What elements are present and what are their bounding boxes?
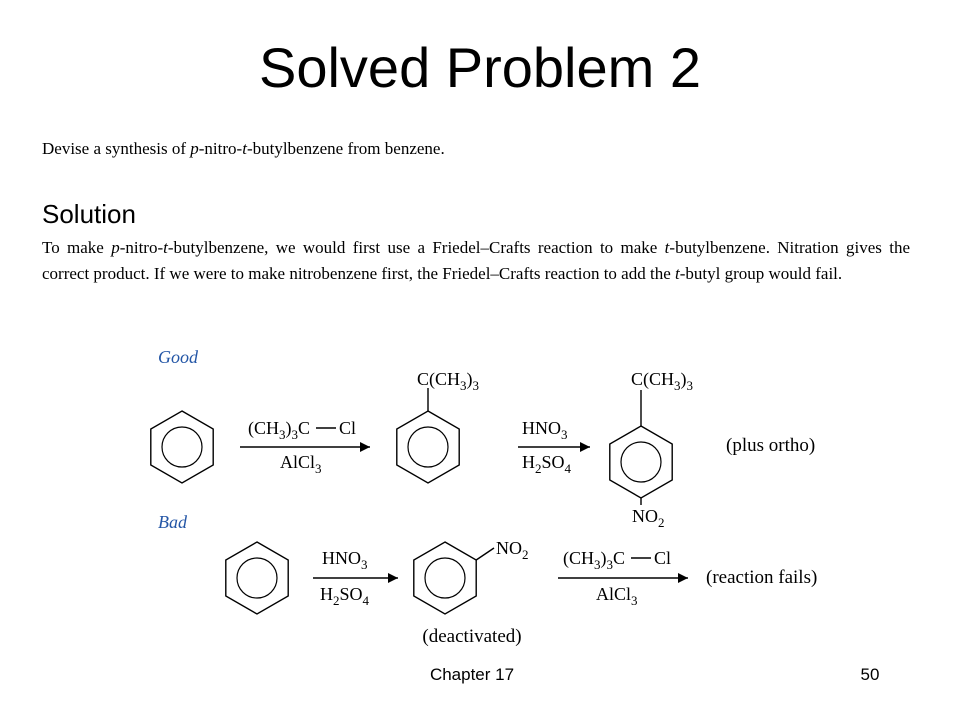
benzene-ring-tbutyl-good — [397, 388, 459, 483]
reagent-catalyst-bad: AlCl$_3$ — [596, 584, 638, 608]
problem-italic-p: p — [190, 139, 199, 158]
solution-heading: Solution — [42, 199, 136, 229]
reagent-chloride-good: Cl — [339, 418, 357, 438]
reaction-arrow-good-1 — [240, 442, 370, 452]
solution-italic-t: t — [163, 238, 168, 257]
footer-chapter: Chapter 17 — [429, 665, 515, 684]
benzene-ring-nitrobenzene-bad — [414, 542, 494, 614]
benzene-ring-start-good — [151, 411, 213, 483]
problem-text: Devise a synthesis of — [42, 139, 191, 158]
solution-italic-t: t — [675, 264, 680, 283]
deactivated-caption: (deactivated) — [422, 626, 522, 647]
tbutyl-substituent-label: $C(CH_3)_3$ — [631, 369, 694, 393]
bad-label: Bad — [158, 512, 187, 532]
tbutyl-substituent-label: $C(CH_3)_3$ — [417, 369, 480, 393]
reagent-sulfuric-acid-good: $H_2SO_4$ — [522, 452, 572, 476]
benzene-ring-start-bad — [226, 542, 288, 614]
reagent-nitric-acid-bad: $HNO_3$ — [322, 548, 368, 572]
slide-title: Solved Problem 2 — [258, 36, 701, 99]
good-label: Good — [158, 347, 198, 367]
problem-text: -butylbenzene from benzene. — [246, 139, 445, 158]
benzene-ring-product-good — [610, 390, 672, 505]
solution-italic-p: p — [111, 238, 120, 257]
solution-text: -butylbenzene, we would first use a Friedel–Crafts reaction to make — [167, 238, 665, 257]
solution-paragraph — [42, 235, 910, 287]
reaction-arrow-bad-1 — [313, 573, 398, 583]
problem-text: -nitro- — [198, 139, 243, 158]
reagent-friedel-crafts-good: $(CH_3)_3C$ — [248, 418, 311, 442]
reagent-sulfuric-acid-bad: $H_2SO_4$ — [320, 584, 370, 608]
reagent-chloride-bad: Cl — [654, 548, 672, 568]
solution-text: -butylbenzene. Nitration gives the correct product. If we were to make nitrobenzene first, the Friedel–Crafts reaction to add the — [42, 238, 910, 283]
nitro-substituent-label: $NO_2$ — [632, 506, 665, 530]
reaction-arrow-bad-2 — [558, 573, 688, 583]
solution-text: To make — [42, 238, 112, 257]
problem-italic-t: t — [242, 139, 247, 158]
solution-italic-t: t — [664, 238, 670, 257]
reaction-fails-note: (reaction fails) — [706, 567, 818, 588]
reagent-catalyst-good: AlCl$_3$ — [280, 452, 322, 476]
plus-ortho-note: (plus ortho) — [726, 435, 816, 456]
footer-page-number: 50 — [860, 665, 880, 684]
solution-text: -butyl group would fail. — [679, 264, 843, 283]
nitro-substituent-label: $NO_2$ — [496, 538, 529, 562]
solution-text: -nitro- — [119, 238, 164, 257]
problem-statement — [42, 138, 922, 160]
reaction-arrow-good-2 — [518, 442, 590, 452]
reagent-friedel-crafts-bad: $(CH_3)_3C$ — [563, 548, 626, 572]
reagent-nitric-acid-good: $HNO_3$ — [522, 418, 568, 442]
